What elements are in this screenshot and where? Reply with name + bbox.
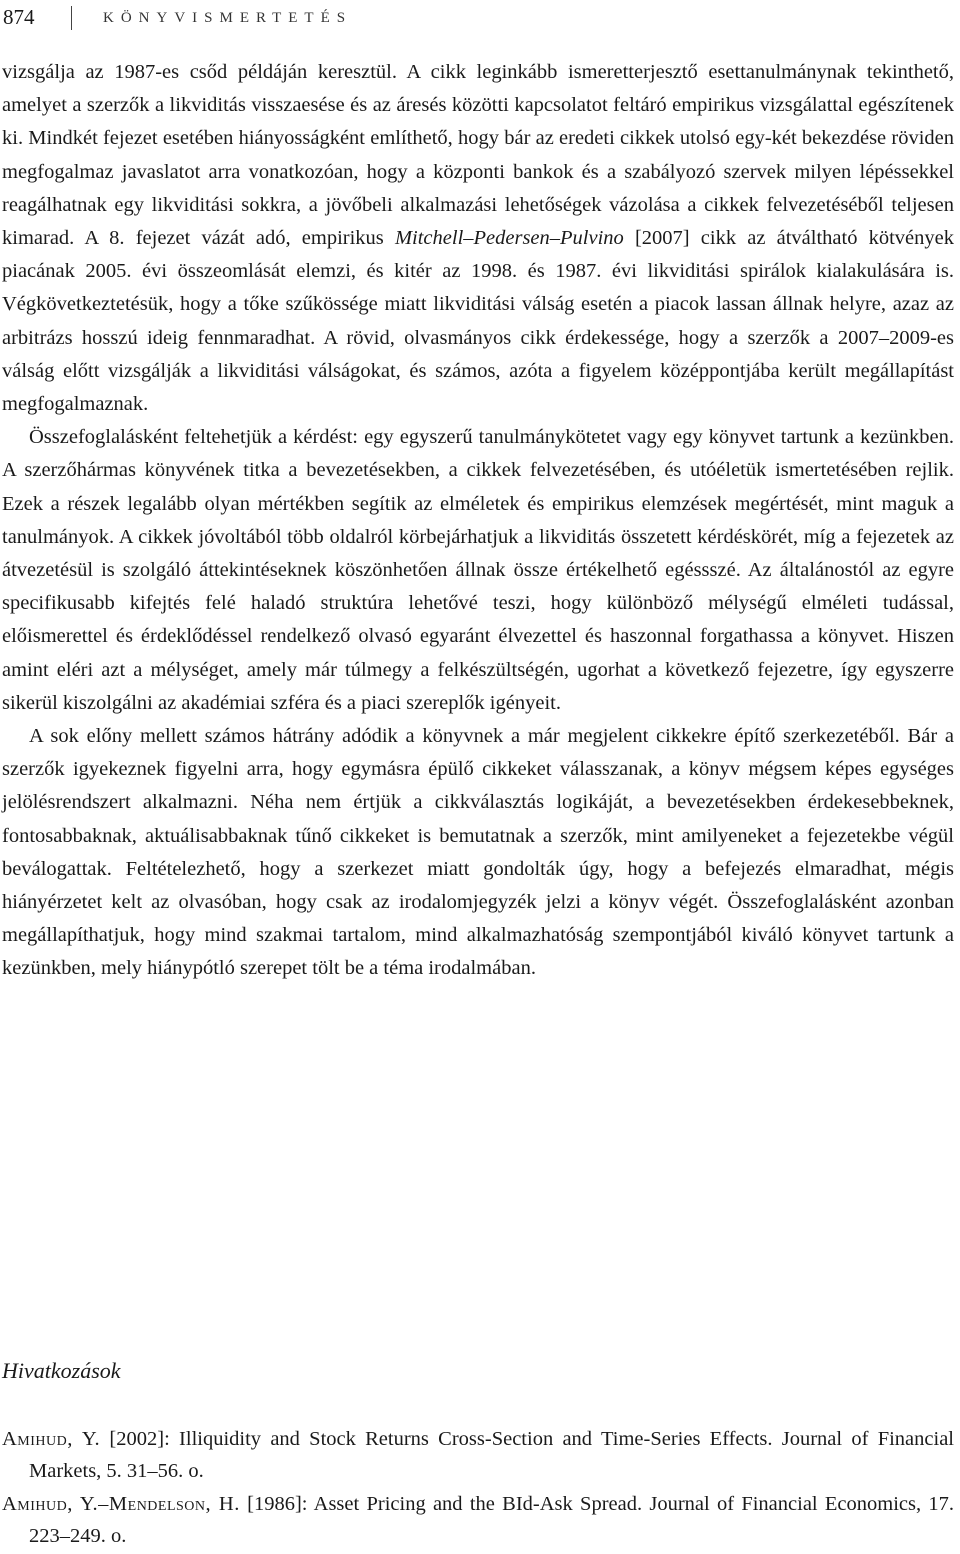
references-heading: Hivatkozások [2, 1358, 121, 1383]
header-divider [71, 6, 72, 30]
reference-text: [2002]: Illiquidity and Stock Returns Cross-Section and Time-Series Effects. Journal of Financial Markets, 5. 31–56. o. [29, 1428, 954, 1482]
reference-entry [2, 1489, 954, 1552]
reference-author: Amihud, Y.–Mendelson, H. [2, 1493, 240, 1515]
paragraph-3: A sok előny mellett számos hátrány adódik a könyvnek a már megjelent cikkekre építő szerkezetéből. Bár a szerzők igyekeznek figyelni arra, hogy egymásra épülő cikkeket válasszanak, a könyv mégsem képes egységes jelölésrendszert alkalmazni. Néha nem értjük a cikkválasztás logikáját, a bevezetésekben érdekesebbeknek, fontosabbaknak, aktuálisabbaknak tűnő cikkeket is bemutatnak a szerzők, mint amilyeneket a fejezetekbe végül beválogattak. Feltételezhető, hogy a szerkezet miatt gondolták úgy, hogy a befejezés elmaradhat, mégis hiányérzetet kelt az olvasóban, hogy csak az irodalomjegyzék jelzi a könyv végét. Összefoglalásként azonban megállapíthatjuk, hogy mind szakmai tartalom, mind alkalmazhatóság szempontjából kiváló könyvet tartunk a kezünkben, mely hiánypótló szerepet tölt be a téma irodalmában. [2, 725, 954, 980]
body-text [2, 56, 954, 986]
reference-text: [1986]: Asset Pricing and the BId-Ask Spread. Journal of Financial Economics, 17. 223–249. o. [29, 1493, 955, 1547]
paragraph-2: Összefoglalásként feltehetjük a kérdést: egy egyszerű tanulmánykötetet vagy egy könyvet tartunk a kezünkben. A szerzőhármas könyvének titka a bevezetésekben, a cikkek felvezetésében, és utóéletük ismertetésében rejlik. Ezek a részek legalább olyan mértékben segítik az elméletek és empirikus elemzések megértését, mint maguk a tanulmányok. A cikkek jóvoltából több oldalról körbejárhatjuk a likviditás összetett kérdéskörét, míg a fejezetek az átvezetésül is szolgáló áttekintéseknek köszönhetően állnak össze értékelhető egéssszé. Az általánostól az egyre specifikusabb kifejtés felé haladó struktúra lehetővé teszi, hogy különböző mélységű elméleti tudással, előismerettel és érdeklődéssel rendelkező olvasó egyaránt élvezettel és haszonnal forgathassa a könyvet. Hiszen amint eléri azt a mélységet, amely már túlmegy a felkészültségén, ugorhat a következő fejezetre, így egyszerre sikerül kiszolgálni az akadémiai szféra és a piaci szereplők igényeit. [2, 426, 954, 714]
reference-entry [2, 1424, 954, 1487]
page-number: 874 [3, 5, 35, 29]
cited-authors: Mitchell–Pedersen–Pulvino [394, 227, 624, 250]
paragraph-1-text-a: vizsgálja az 1987-es csőd példáján keresztül. A cikk leginkább ismeretterjesztő esettanulmánynak tekinthető, amelyet a szerzők a likviditás visszaesése és az áresés közötti kapcsolatot feltáró empirikus vizsgálattal egészítenek ki. Mindkét fejezet esetében hiányosságként említhető, hogy bár az eredeti cikkek utolsó egy-két bekezdése röviden megfogalmaz javaslatot arra vonatkozóan, hogy a központi bankok és a szabályozó szervek milyen lépéssekkel reagálhatnak egy likviditási sokkra, a jövőbeli alkalmazási lehetőségek vázolása a cikkek felvezetéséből teljesen kimarad. A 8. fejezet vázát adó, empirikus [2, 61, 954, 250]
running-head: KÖNYVISMERTETÉS [103, 10, 353, 26]
paragraph-1 [2, 56, 954, 421]
page-header [0, 0, 960, 34]
references-list [2, 1424, 954, 1554]
paragraph-1-text-b: [2007] cikk az átváltható kötvények piacának 2005. évi összeomlását elemzi, és kitér az 1998. és 1987. évi likviditási spirálok kialakulására is. Végkövetkeztetésük, hogy a tőke szűkössége miatt likviditási válság esetén a piacok lassan állnak helyre, azaz az arbitrázs hosszú ideig fennmaradhat. A rövid, olvasmányos cikk érdekessége, hogy a szerzők a 2007–2009-es válság előtt vizsgálják a likviditási válságokat, és számos, azóta a figyelem középpontjába került megállapítást megfogalmaznak. [2, 227, 954, 416]
reference-author: Amihud, Y. [2, 1428, 101, 1450]
